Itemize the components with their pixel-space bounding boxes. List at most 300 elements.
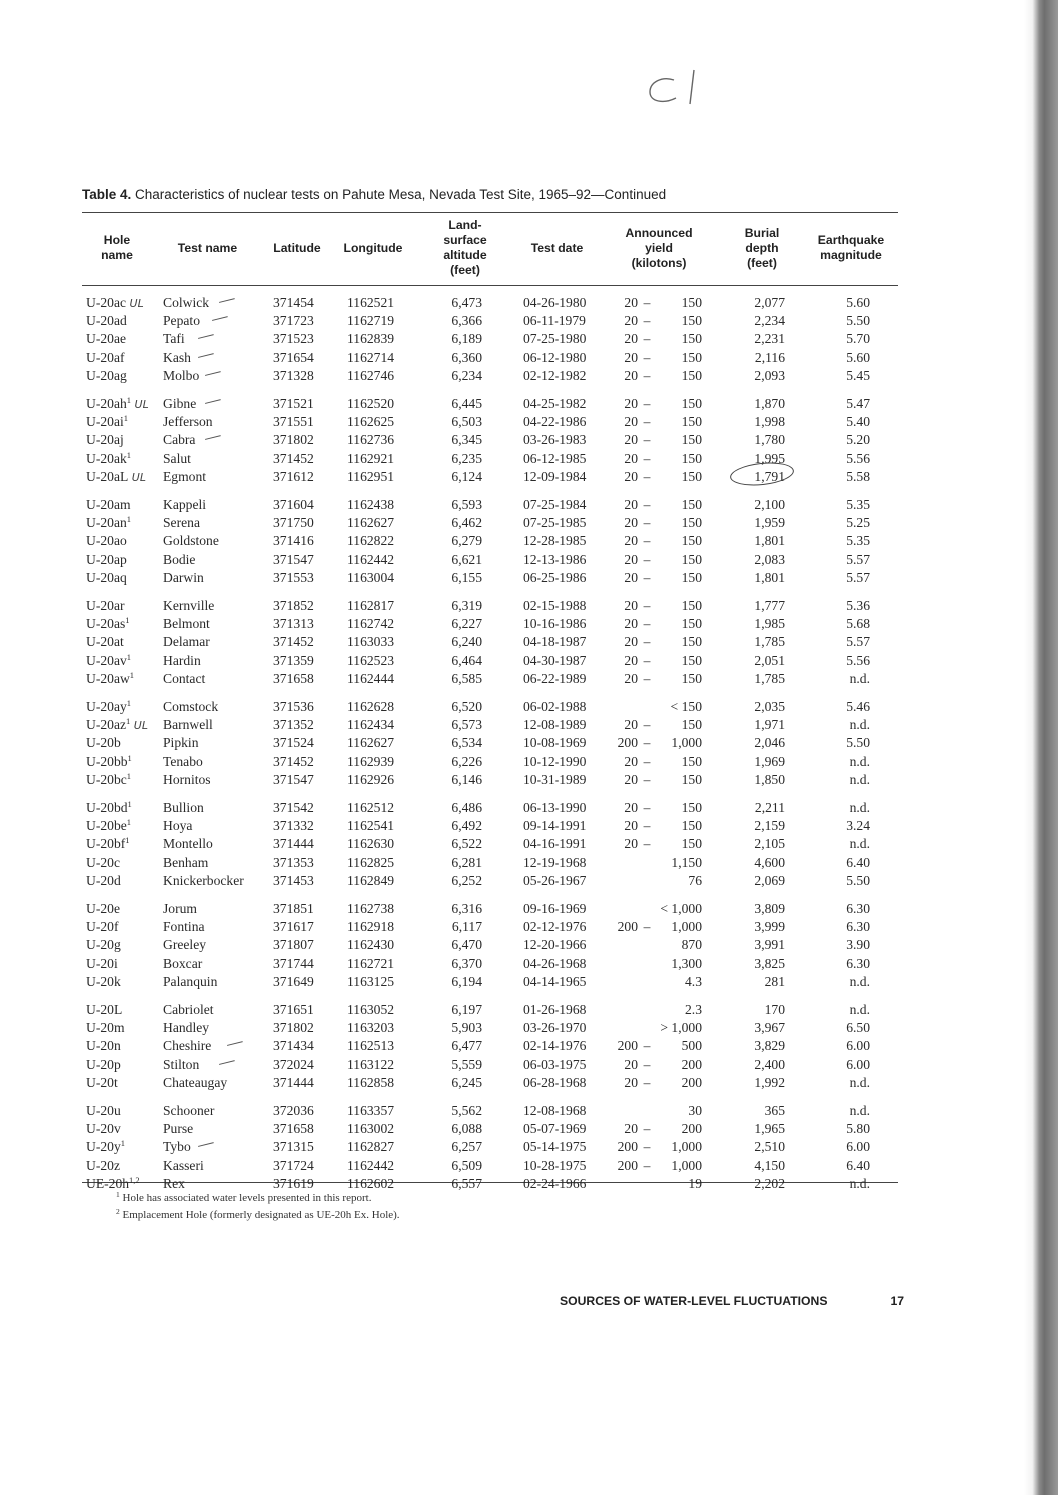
altitude: 5,559 bbox=[451, 1057, 482, 1072]
altitude: 5,903 bbox=[451, 1020, 482, 1035]
yield-dash: – bbox=[643, 598, 651, 613]
longitude: 1162822 bbox=[347, 533, 395, 548]
hole-name: U-20at bbox=[86, 634, 124, 649]
latitude: 371852 bbox=[273, 598, 314, 613]
altitude: 6,585 bbox=[451, 671, 482, 686]
handwritten-tick bbox=[198, 353, 214, 359]
altitude: 6,146 bbox=[451, 772, 482, 787]
hole-name: U-20b bbox=[86, 735, 121, 750]
test-date: 09-16-1969 bbox=[523, 901, 587, 916]
latitude: 371654 bbox=[273, 350, 314, 365]
announced-yield: 2.3 bbox=[685, 1002, 702, 1017]
longitude: 1163033 bbox=[347, 634, 395, 649]
latitude: 371744 bbox=[273, 956, 314, 971]
hole-name: $U-20as^1$ bbox=[86, 615, 130, 631]
yield-dash: – bbox=[643, 653, 651, 668]
longitude: 1162512 bbox=[347, 800, 395, 815]
longitude: 1162625 bbox=[347, 414, 395, 429]
burial-depth: 2,100 bbox=[754, 497, 785, 512]
earthquake-magnitude: 5.47 bbox=[846, 396, 870, 411]
altitude: 6,534 bbox=[451, 735, 482, 750]
test-name: Delamar bbox=[163, 634, 210, 649]
test-date: 10-28-1975 bbox=[523, 1158, 587, 1173]
yield-dash: – bbox=[643, 634, 651, 649]
burial-depth: 2,046 bbox=[754, 735, 785, 750]
latitude: 371536 bbox=[273, 699, 314, 714]
longitude: 1162746 bbox=[347, 368, 395, 383]
burial-depth: 1,969 bbox=[754, 754, 785, 769]
burial-depth: 1,791 bbox=[754, 469, 785, 484]
yield-dash: – bbox=[643, 616, 651, 631]
latitude: 371807 bbox=[273, 937, 314, 952]
earthquake-magnitude: 5.60 bbox=[846, 295, 870, 310]
yield-dash: – bbox=[643, 313, 651, 328]
yield-max: 150 bbox=[681, 570, 702, 585]
test-date: 03-26-1970 bbox=[523, 1020, 587, 1035]
yield-dash: – bbox=[643, 533, 651, 548]
test-name: Bullion bbox=[163, 800, 204, 815]
earthquake-magnitude: 6.30 bbox=[846, 901, 870, 916]
altitude: 6,520 bbox=[451, 699, 482, 714]
test-name: Hornitos bbox=[163, 772, 211, 787]
longitude: 1162434 bbox=[347, 717, 395, 732]
longitude: 1162602 bbox=[347, 1176, 395, 1191]
yield-min: 20 bbox=[624, 836, 638, 851]
latitude: 371547 bbox=[273, 772, 314, 787]
altitude: 6,503 bbox=[451, 414, 482, 429]
test-date: 06-11-1979 bbox=[523, 313, 586, 328]
burial-depth: 2,234 bbox=[754, 313, 785, 328]
yield-min: 20 bbox=[624, 1057, 638, 1072]
burial-depth: 1,850 bbox=[754, 772, 785, 787]
header-test-date: Test date bbox=[530, 240, 584, 255]
longitude: 1162520 bbox=[347, 396, 395, 411]
yield-max: 150 bbox=[681, 515, 702, 530]
earthquake-magnitude: 5.57 bbox=[846, 634, 870, 649]
test-name: Cabriolet bbox=[163, 1002, 214, 1017]
hole-name: U-20L bbox=[86, 1002, 123, 1017]
longitude: 1162719 bbox=[347, 313, 395, 328]
hole-name: U-20ac UL bbox=[86, 295, 144, 310]
burial-depth: 1,998 bbox=[754, 414, 785, 429]
test-name: Gibne bbox=[163, 396, 197, 411]
altitude: 6,245 bbox=[451, 1075, 482, 1090]
header-longitude: Longitude bbox=[343, 240, 403, 255]
yield-min: 20 bbox=[624, 634, 638, 649]
test-name: Pipkin bbox=[163, 735, 199, 750]
yield-max: 150 bbox=[681, 598, 702, 613]
longitude: 1162438 bbox=[347, 497, 395, 512]
longitude: 1162444 bbox=[347, 671, 395, 686]
test-date: 10-12-1990 bbox=[523, 754, 587, 769]
yield-max: 150 bbox=[681, 671, 702, 686]
test-name: Kash bbox=[163, 350, 191, 365]
burial-depth: 1,780 bbox=[754, 432, 785, 447]
altitude: 6,445 bbox=[451, 396, 482, 411]
longitude: 1162742 bbox=[347, 616, 395, 631]
altitude: 6,235 bbox=[451, 451, 482, 466]
burial-depth: 1,870 bbox=[754, 396, 785, 411]
longitude: 1162714 bbox=[347, 350, 395, 365]
latitude: 371658 bbox=[273, 671, 314, 686]
longitude: 1163125 bbox=[347, 974, 395, 989]
test-date: 06-12-1985 bbox=[523, 451, 587, 466]
burial-depth: 3,991 bbox=[754, 937, 785, 952]
table-number: Table 4. bbox=[82, 187, 132, 202]
longitude: 1162430 bbox=[347, 937, 395, 952]
yield-min: 20 bbox=[624, 754, 638, 769]
yield-min: 20 bbox=[624, 1075, 638, 1090]
yield-dash: – bbox=[643, 1075, 651, 1090]
test-name: Schooner bbox=[163, 1103, 215, 1118]
hole-name: U-20c bbox=[86, 855, 120, 870]
longitude: 1162921 bbox=[347, 451, 395, 466]
yield-dash: – bbox=[643, 570, 651, 585]
yield-min: 20 bbox=[624, 598, 638, 613]
earthquake-magnitude: 6.00 bbox=[846, 1139, 870, 1154]
test-date: 01-26-1968 bbox=[523, 1002, 587, 1017]
test-name: Comstock bbox=[163, 699, 219, 714]
test-date: 04-18-1987 bbox=[523, 634, 587, 649]
handwritten-tick bbox=[205, 435, 221, 441]
latitude: 371658 bbox=[273, 1121, 314, 1136]
yield-max: 150 bbox=[681, 754, 702, 769]
test-name: Colwick bbox=[163, 295, 210, 310]
test-name: Bodie bbox=[163, 552, 196, 567]
latitude: 371453 bbox=[273, 873, 314, 888]
hole-name: U-20af bbox=[86, 350, 125, 365]
yield-dash: – bbox=[643, 754, 651, 769]
test-date: 12-28-1985 bbox=[523, 533, 587, 548]
yield-min: 20 bbox=[624, 1121, 638, 1136]
page-footer bbox=[560, 1294, 904, 1308]
altitude: 6,124 bbox=[451, 469, 482, 484]
hole-name: U-20aq bbox=[86, 570, 127, 585]
longitude: 1162951 bbox=[347, 469, 395, 484]
earthquake-magnitude: 5.56 bbox=[846, 653, 870, 668]
burial-depth: 3,809 bbox=[754, 901, 785, 916]
longitude: 1162721 bbox=[347, 956, 395, 971]
yield-min: 20 bbox=[624, 396, 638, 411]
test-name: Tenabo bbox=[163, 754, 203, 769]
yield-max: 1,000 bbox=[671, 919, 702, 934]
longitude: 1163357 bbox=[347, 1103, 395, 1118]
earthquake-magnitude: 5.25 bbox=[846, 515, 870, 530]
earthquake-magnitude: n.d. bbox=[849, 772, 870, 787]
test-name: Jorum bbox=[163, 901, 197, 916]
hole-name: $U-20ah^1$ UL bbox=[86, 395, 149, 411]
test-name: Montello bbox=[163, 836, 213, 851]
yield-max: 150 bbox=[681, 368, 702, 383]
longitude: 1162630 bbox=[347, 836, 395, 851]
test-name: Kernville bbox=[163, 598, 215, 613]
altitude: 6,573 bbox=[451, 717, 482, 732]
earthquake-magnitude: 6.30 bbox=[846, 919, 870, 934]
altitude: 6,370 bbox=[451, 956, 482, 971]
hole-name: U-20z bbox=[86, 1158, 120, 1173]
table-title bbox=[82, 187, 902, 202]
longitude: 1162628 bbox=[347, 699, 395, 714]
longitude: 1163203 bbox=[347, 1020, 395, 1035]
altitude: 6,360 bbox=[451, 350, 482, 365]
hole-name: U-20i bbox=[86, 956, 118, 971]
latitude: 371332 bbox=[273, 818, 314, 833]
hole-name: U-20ad bbox=[86, 313, 127, 328]
yield-dash: – bbox=[643, 414, 651, 429]
burial-depth: 4,150 bbox=[754, 1158, 785, 1173]
altitude: 6,366 bbox=[451, 313, 482, 328]
hole-name: $U-20bb^1$ bbox=[86, 753, 132, 769]
test-date: 03-26-1983 bbox=[523, 432, 587, 447]
altitude: 6,252 bbox=[451, 873, 482, 888]
earthquake-magnitude: 5.58 bbox=[846, 469, 870, 484]
altitude: 6,279 bbox=[451, 533, 482, 548]
latitude: 371452 bbox=[273, 451, 314, 466]
earthquake-magnitude: 5.35 bbox=[846, 497, 870, 512]
longitude: 1162817 bbox=[347, 598, 395, 613]
handwritten-tick bbox=[227, 1041, 243, 1047]
earthquake-magnitude: n.d. bbox=[849, 974, 870, 989]
yield-dash: – bbox=[643, 836, 651, 851]
longitude: 1163002 bbox=[347, 1121, 395, 1136]
earthquake-magnitude: n.d. bbox=[849, 717, 870, 732]
altitude: 6,464 bbox=[451, 653, 482, 668]
yield-max: 150 bbox=[681, 451, 702, 466]
earthquake-magnitude: n.d. bbox=[849, 800, 870, 815]
test-date: 04-14-1965 bbox=[523, 974, 587, 989]
hole-name: $U-20av^1$ bbox=[86, 652, 132, 668]
earthquake-magnitude: 6.40 bbox=[846, 1158, 870, 1173]
yield-min: 20 bbox=[624, 570, 638, 585]
latitude: 371313 bbox=[273, 616, 314, 631]
test-name: Rex bbox=[163, 1176, 185, 1191]
altitude: 6,316 bbox=[451, 901, 482, 916]
test-date: 10-08-1969 bbox=[523, 735, 587, 750]
yield-min: 20 bbox=[624, 451, 638, 466]
earthquake-magnitude: 5.46 bbox=[846, 699, 870, 714]
hole-name: $U-20an^1$ bbox=[86, 514, 132, 530]
altitude: 6,557 bbox=[451, 1176, 482, 1191]
test-date: 02-24-1966 bbox=[523, 1176, 587, 1191]
altitude: 6,522 bbox=[451, 836, 482, 851]
yield-max: 200 bbox=[681, 1075, 702, 1090]
earthquake-magnitude: 5.50 bbox=[846, 873, 870, 888]
altitude: 6,227 bbox=[451, 616, 482, 631]
burial-depth: 4,600 bbox=[754, 855, 785, 870]
longitude: 1162926 bbox=[347, 772, 395, 787]
yield-min: 20 bbox=[624, 432, 638, 447]
latitude: 371521 bbox=[273, 396, 314, 411]
burial-depth: 1,785 bbox=[754, 634, 785, 649]
hole-name: U-20d bbox=[86, 873, 121, 888]
test-date: 06-12-1980 bbox=[523, 350, 587, 365]
latitude: 371651 bbox=[273, 1002, 314, 1017]
handwritten-tick bbox=[219, 298, 235, 304]
test-date: 02-14-1976 bbox=[523, 1038, 587, 1053]
yield-max: 150 bbox=[681, 331, 702, 346]
yield-min: 20 bbox=[624, 818, 638, 833]
test-date: 12-09-1984 bbox=[523, 469, 587, 484]
earthquake-magnitude: n.d. bbox=[849, 1002, 870, 1017]
altitude: 6,257 bbox=[451, 1139, 482, 1154]
announced-yield: 1,150 bbox=[671, 855, 702, 870]
altitude: 5,562 bbox=[451, 1103, 482, 1118]
earthquake-magnitude: 3.24 bbox=[846, 818, 870, 833]
longitude: 1163004 bbox=[347, 570, 395, 585]
test-date: 12-08-1989 bbox=[523, 717, 587, 732]
test-name: Palanquin bbox=[163, 974, 218, 989]
yield-dash: – bbox=[643, 469, 651, 484]
yield-max: 150 bbox=[681, 836, 702, 851]
earthquake-magnitude: 3.90 bbox=[846, 937, 870, 952]
announced-yield: 19 bbox=[688, 1176, 702, 1191]
burial-depth: 3,999 bbox=[754, 919, 785, 934]
test-date: 04-25-1982 bbox=[523, 396, 587, 411]
yield-dash: – bbox=[643, 717, 651, 732]
earthquake-magnitude: 5.50 bbox=[846, 735, 870, 750]
burial-depth: 1,777 bbox=[754, 598, 785, 613]
latitude: 372024 bbox=[273, 1057, 314, 1072]
burial-depth: 1,959 bbox=[754, 515, 785, 530]
yield-min: 20 bbox=[624, 616, 638, 631]
yield-min: 20 bbox=[624, 497, 638, 512]
latitude: 371553 bbox=[273, 570, 314, 585]
test-date: 04-30-1987 bbox=[523, 653, 587, 668]
burial-depth: 1,785 bbox=[754, 671, 785, 686]
altitude: 6,509 bbox=[451, 1158, 482, 1173]
altitude: 6,345 bbox=[451, 432, 482, 447]
hole-name: U-20p bbox=[86, 1057, 121, 1072]
altitude: 6,194 bbox=[451, 974, 482, 989]
hole-name: $U-20ay^1$ bbox=[86, 698, 132, 714]
yield-dash: – bbox=[643, 671, 651, 686]
yield-min: 20 bbox=[624, 671, 638, 686]
hole-name: $U-20bc^1$ bbox=[86, 771, 132, 787]
altitude: 6,462 bbox=[451, 515, 482, 530]
yield-dash: – bbox=[643, 818, 651, 833]
hole-name: U-20k bbox=[86, 974, 121, 989]
yield-min: 200 bbox=[617, 1038, 638, 1053]
test-name: Cheshire bbox=[163, 1038, 212, 1053]
yield-max: 150 bbox=[681, 350, 702, 365]
page-number: 17 bbox=[890, 1294, 904, 1308]
hole-name: U-20aj bbox=[86, 432, 124, 447]
hole-name: U-20am bbox=[86, 497, 131, 512]
yield-min: 20 bbox=[624, 800, 638, 815]
handwritten-annotation: UL bbox=[128, 471, 146, 484]
latitude: 371452 bbox=[273, 634, 314, 649]
latitude: 371750 bbox=[273, 515, 314, 530]
yield-dash: – bbox=[643, 552, 651, 567]
table-header-rule bbox=[82, 285, 898, 286]
test-name: Darwin bbox=[163, 570, 204, 585]
yield-min: 20 bbox=[624, 313, 638, 328]
test-name: Tybo bbox=[163, 1139, 191, 1154]
longitude: 1162627 bbox=[347, 735, 395, 750]
test-name: Purse bbox=[163, 1121, 194, 1136]
hole-name: U-20ar bbox=[86, 598, 125, 613]
longitude: 1162858 bbox=[347, 1075, 395, 1090]
yield-min: 20 bbox=[624, 331, 638, 346]
yield-max: 150 bbox=[681, 497, 702, 512]
burial-depth: 1,985 bbox=[754, 616, 785, 631]
longitude: 1163052 bbox=[347, 1002, 395, 1017]
yield-min: 200 bbox=[617, 1139, 638, 1154]
latitude: 371723 bbox=[273, 313, 314, 328]
handwritten-mark bbox=[644, 62, 714, 112]
yield-min: 20 bbox=[624, 368, 638, 383]
earthquake-magnitude: n.d. bbox=[849, 1103, 870, 1118]
header-burial-depth: Burial depth (feet) bbox=[744, 225, 780, 270]
test-name: Stilton bbox=[163, 1057, 200, 1072]
altitude: 6,319 bbox=[451, 598, 482, 613]
latitude: 371524 bbox=[273, 735, 314, 750]
longitude: 1162521 bbox=[347, 295, 395, 310]
hole-name: U-20ao bbox=[86, 533, 127, 548]
earthquake-magnitude: n.d. bbox=[849, 836, 870, 851]
yield-max: 200 bbox=[681, 1057, 702, 1072]
burial-depth: 1,995 bbox=[754, 451, 785, 466]
burial-depth: 3,967 bbox=[754, 1020, 785, 1035]
hole-name: U-20m bbox=[86, 1020, 125, 1035]
test-date: 02-12-1982 bbox=[523, 368, 587, 383]
handwritten-annotation: UL bbox=[130, 719, 148, 732]
yield-max: 1,000 bbox=[671, 735, 702, 750]
yield-max: 1,000 bbox=[671, 1158, 702, 1173]
longitude: 1162738 bbox=[347, 901, 395, 916]
yield-max: 150 bbox=[681, 616, 702, 631]
yield-max: 150 bbox=[681, 552, 702, 567]
earthquake-magnitude: 5.56 bbox=[846, 451, 870, 466]
altitude: 6,477 bbox=[451, 1038, 482, 1053]
latitude: 371454 bbox=[273, 295, 314, 310]
yield-min: 20 bbox=[624, 469, 638, 484]
test-name: Belmont bbox=[163, 616, 210, 631]
yield-dash: – bbox=[643, 1057, 651, 1072]
burial-depth: 2,069 bbox=[754, 873, 785, 888]
hole-name: $U-20bf^1$ bbox=[86, 835, 130, 851]
hole-name: $U-20aw^1$ bbox=[86, 670, 135, 686]
yield-max: 200 bbox=[681, 1121, 702, 1136]
longitude: 1162442 bbox=[347, 1158, 395, 1173]
earthquake-magnitude: 6.30 bbox=[846, 956, 870, 971]
longitude: 1162627 bbox=[347, 515, 395, 530]
handwritten-annotation: UL bbox=[126, 297, 144, 310]
burial-depth: 1,971 bbox=[754, 717, 785, 732]
latitude: 371612 bbox=[273, 469, 314, 484]
yield-dash: – bbox=[643, 368, 651, 383]
yield-dash: – bbox=[643, 295, 651, 310]
test-name: Egmont bbox=[163, 469, 207, 484]
yield-min: 20 bbox=[624, 350, 638, 365]
yield-min: 20 bbox=[624, 414, 638, 429]
announced-yield: 30 bbox=[688, 1103, 702, 1118]
earthquake-magnitude: n.d. bbox=[849, 1075, 870, 1090]
latitude: 371617 bbox=[273, 919, 314, 934]
altitude: 6,470 bbox=[451, 937, 482, 952]
hole-name: U-20aL UL bbox=[86, 469, 146, 484]
altitude: 6,234 bbox=[451, 368, 482, 383]
latitude: 371802 bbox=[273, 432, 314, 447]
test-date: 07-25-1985 bbox=[523, 515, 587, 530]
yield-max: 150 bbox=[681, 634, 702, 649]
announced-yield: 76 bbox=[688, 873, 702, 888]
burial-depth: 3,825 bbox=[754, 956, 785, 971]
latitude: 371649 bbox=[273, 974, 314, 989]
header-latitude: Latitude bbox=[273, 240, 321, 255]
earthquake-magnitude: 5.68 bbox=[846, 616, 870, 631]
test-date: 06-28-1968 bbox=[523, 1075, 587, 1090]
